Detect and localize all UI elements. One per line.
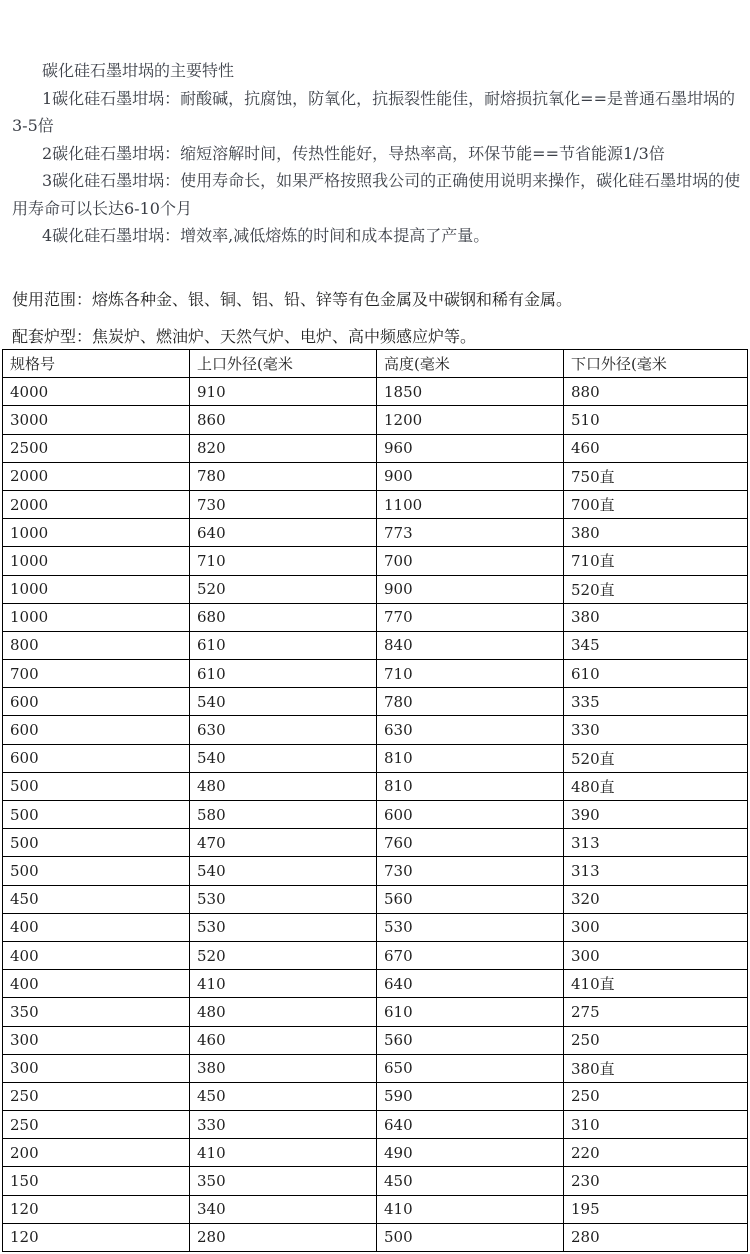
table-row bbox=[3, 970, 748, 998]
table-row bbox=[3, 941, 748, 969]
cell-bottom-diameter: 520直 bbox=[564, 744, 748, 772]
cell-height: 700 bbox=[377, 547, 564, 575]
cell-spec-number: 600 bbox=[3, 744, 190, 772]
cell-height: 640 bbox=[377, 1111, 564, 1139]
cell-top-diameter: 330 bbox=[190, 1111, 377, 1139]
cell-spec-number: 2500 bbox=[3, 434, 190, 462]
cell-height: 610 bbox=[377, 998, 564, 1026]
table-row bbox=[3, 519, 748, 547]
spec-table bbox=[2, 349, 748, 1252]
cell-spec-number: 4000 bbox=[3, 378, 190, 406]
cell-height: 650 bbox=[377, 1054, 564, 1082]
table-row bbox=[3, 801, 748, 829]
cell-height: 900 bbox=[377, 575, 564, 603]
cell-bottom-diameter: 510 bbox=[564, 406, 748, 434]
cell-height: 500 bbox=[377, 1223, 564, 1251]
table-row bbox=[3, 434, 748, 462]
table-row bbox=[3, 575, 748, 603]
cell-height: 530 bbox=[377, 913, 564, 941]
cell-top-diameter: 710 bbox=[190, 547, 377, 575]
cell-spec-number: 200 bbox=[3, 1139, 190, 1167]
cell-bottom-diameter: 300 bbox=[564, 913, 748, 941]
table-row bbox=[3, 490, 748, 518]
cell-height: 600 bbox=[377, 801, 564, 829]
cell-bottom-diameter: 230 bbox=[564, 1167, 748, 1195]
table-row bbox=[3, 547, 748, 575]
cell-bottom-diameter: 310 bbox=[564, 1111, 748, 1139]
cell-spec-number: 600 bbox=[3, 688, 190, 716]
cell-bottom-diameter: 320 bbox=[564, 885, 748, 913]
table-row bbox=[3, 631, 748, 659]
cell-height: 640 bbox=[377, 970, 564, 998]
crucible-features-section bbox=[12, 57, 742, 250]
cell-spec-number: 400 bbox=[3, 941, 190, 969]
cell-height: 410 bbox=[377, 1195, 564, 1223]
cell-top-diameter: 580 bbox=[190, 801, 377, 829]
cell-bottom-diameter: 275 bbox=[564, 998, 748, 1026]
cell-spec-number: 450 bbox=[3, 885, 190, 913]
cell-spec-number: 120 bbox=[3, 1195, 190, 1223]
cell-spec-number: 1000 bbox=[3, 547, 190, 575]
feature-point-1: 1碳化硅石墨坩埚：耐酸碱，抗腐蚀，防氧化，抗振裂性能佳，耐熔损抗氧化==是普通石墨坩埚的3-5倍 bbox=[12, 88, 735, 135]
cell-spec-number: 120 bbox=[3, 1223, 190, 1251]
cell-bottom-diameter: 195 bbox=[564, 1195, 748, 1223]
cell-spec-number: 250 bbox=[3, 1111, 190, 1139]
cell-spec-number: 300 bbox=[3, 1026, 190, 1054]
cell-top-diameter: 340 bbox=[190, 1195, 377, 1223]
furnace-types-text: 配套炉型：焦炭炉、燃油炉、天然气炉、电炉、高中频感应炉等。 bbox=[12, 327, 477, 346]
cell-height: 960 bbox=[377, 434, 564, 462]
cell-bottom-diameter: 750直 bbox=[564, 462, 748, 490]
cell-top-diameter: 530 bbox=[190, 885, 377, 913]
cell-top-diameter: 280 bbox=[190, 1223, 377, 1251]
cell-bottom-diameter: 610 bbox=[564, 660, 748, 688]
features-heading: 碳化硅石墨坩埚的主要特性 bbox=[42, 61, 235, 80]
cell-height: 1100 bbox=[377, 490, 564, 518]
cell-bottom-diameter: 480直 bbox=[564, 772, 748, 800]
table-row bbox=[3, 744, 748, 772]
cell-height: 450 bbox=[377, 1167, 564, 1195]
cell-spec-number: 3000 bbox=[3, 406, 190, 434]
cell-top-diameter: 680 bbox=[190, 603, 377, 631]
table-header-row bbox=[3, 350, 748, 378]
table-row bbox=[3, 829, 748, 857]
cell-spec-number: 2000 bbox=[3, 490, 190, 518]
table-row bbox=[3, 1139, 748, 1167]
cell-spec-number: 500 bbox=[3, 857, 190, 885]
cell-spec-number: 350 bbox=[3, 998, 190, 1026]
cell-top-diameter: 540 bbox=[190, 688, 377, 716]
cell-bottom-diameter: 250 bbox=[564, 1082, 748, 1110]
cell-height: 1200 bbox=[377, 406, 564, 434]
cell-spec-number: 600 bbox=[3, 716, 190, 744]
cell-spec-number: 1000 bbox=[3, 519, 190, 547]
cell-spec-number: 250 bbox=[3, 1082, 190, 1110]
cell-top-diameter: 470 bbox=[190, 829, 377, 857]
table-row bbox=[3, 1082, 748, 1110]
cell-height: 780 bbox=[377, 688, 564, 716]
cell-top-diameter: 640 bbox=[190, 519, 377, 547]
cell-bottom-diameter: 710直 bbox=[564, 547, 748, 575]
cell-bottom-diameter: 345 bbox=[564, 631, 748, 659]
cell-height: 1850 bbox=[377, 378, 564, 406]
cell-spec-number: 500 bbox=[3, 801, 190, 829]
table-row bbox=[3, 913, 748, 941]
header-height: 高度(毫米 bbox=[377, 350, 564, 378]
cell-top-diameter: 460 bbox=[190, 1026, 377, 1054]
cell-bottom-diameter: 313 bbox=[564, 857, 748, 885]
cell-bottom-diameter: 700直 bbox=[564, 490, 748, 518]
cell-top-diameter: 730 bbox=[190, 490, 377, 518]
table-row bbox=[3, 772, 748, 800]
feature-point-3: 3碳化硅石墨坩埚：使用寿命长，如果严格按照我公司的正确使用说明来操作，碳化硅石墨坩埚的使用寿命可以长达6-10个月 bbox=[12, 171, 741, 218]
cell-top-diameter: 610 bbox=[190, 660, 377, 688]
table-row bbox=[3, 1026, 748, 1054]
cell-top-diameter: 520 bbox=[190, 941, 377, 969]
table-row bbox=[3, 462, 748, 490]
table-row bbox=[3, 1167, 748, 1195]
cell-top-diameter: 780 bbox=[190, 462, 377, 490]
cell-top-diameter: 410 bbox=[190, 1139, 377, 1167]
table-row bbox=[3, 716, 748, 744]
cell-top-diameter: 540 bbox=[190, 744, 377, 772]
table-row bbox=[3, 885, 748, 913]
cell-bottom-diameter: 250 bbox=[564, 1026, 748, 1054]
cell-height: 670 bbox=[377, 941, 564, 969]
cell-height: 770 bbox=[377, 603, 564, 631]
cell-bottom-diameter: 390 bbox=[564, 801, 748, 829]
cell-top-diameter: 540 bbox=[190, 857, 377, 885]
table-row bbox=[3, 603, 748, 631]
table-row bbox=[3, 378, 748, 406]
cell-bottom-diameter: 335 bbox=[564, 688, 748, 716]
cell-top-diameter: 480 bbox=[190, 772, 377, 800]
cell-spec-number: 700 bbox=[3, 660, 190, 688]
cell-top-diameter: 480 bbox=[190, 998, 377, 1026]
cell-top-diameter: 630 bbox=[190, 716, 377, 744]
cell-bottom-diameter: 520直 bbox=[564, 575, 748, 603]
cell-height: 560 bbox=[377, 1026, 564, 1054]
usage-scope-text: 使用范围：熔炼各种金、银、铜、铝、铅、锌等有色金属及中碳钢和稀有金属。 bbox=[12, 290, 573, 309]
cell-top-diameter: 610 bbox=[190, 631, 377, 659]
table-row bbox=[3, 688, 748, 716]
cell-bottom-diameter: 380 bbox=[564, 519, 748, 547]
cell-top-diameter: 410 bbox=[190, 970, 377, 998]
cell-spec-number: 1000 bbox=[3, 575, 190, 603]
header-bottom-diameter: 下口外径(毫米 bbox=[564, 350, 748, 378]
cell-top-diameter: 520 bbox=[190, 575, 377, 603]
spec-table-body bbox=[3, 350, 748, 1252]
table-row bbox=[3, 1195, 748, 1223]
cell-bottom-diameter: 280 bbox=[564, 1223, 748, 1251]
table-row bbox=[3, 406, 748, 434]
cell-height: 810 bbox=[377, 772, 564, 800]
cell-spec-number: 150 bbox=[3, 1167, 190, 1195]
cell-bottom-diameter: 460 bbox=[564, 434, 748, 462]
cell-bottom-diameter: 880 bbox=[564, 378, 748, 406]
cell-spec-number: 300 bbox=[3, 1054, 190, 1082]
cell-height: 490 bbox=[377, 1139, 564, 1167]
cell-spec-number: 400 bbox=[3, 970, 190, 998]
cell-spec-number: 500 bbox=[3, 829, 190, 857]
cell-top-diameter: 910 bbox=[190, 378, 377, 406]
table-row bbox=[3, 1223, 748, 1251]
table-row bbox=[3, 1111, 748, 1139]
cell-height: 810 bbox=[377, 744, 564, 772]
cell-bottom-diameter: 220 bbox=[564, 1139, 748, 1167]
cell-height: 710 bbox=[377, 660, 564, 688]
table-row bbox=[3, 1054, 748, 1082]
cell-spec-number: 1000 bbox=[3, 603, 190, 631]
cell-height: 560 bbox=[377, 885, 564, 913]
cell-spec-number: 400 bbox=[3, 913, 190, 941]
table-row bbox=[3, 857, 748, 885]
cell-spec-number: 2000 bbox=[3, 462, 190, 490]
cell-bottom-diameter: 300 bbox=[564, 941, 748, 969]
cell-bottom-diameter: 313 bbox=[564, 829, 748, 857]
cell-top-diameter: 860 bbox=[190, 406, 377, 434]
cell-height: 900 bbox=[377, 462, 564, 490]
feature-point-4: 4碳化硅石墨坩埚：增效率,减低熔炼的时间和成本提高了产量。 bbox=[42, 226, 490, 245]
table-row bbox=[3, 998, 748, 1026]
cell-height: 630 bbox=[377, 716, 564, 744]
cell-spec-number: 800 bbox=[3, 631, 190, 659]
cell-height: 730 bbox=[377, 857, 564, 885]
cell-bottom-diameter: 380直 bbox=[564, 1054, 748, 1082]
cell-height: 760 bbox=[377, 829, 564, 857]
feature-point-2: 2碳化硅石墨坩埚：缩短溶解时间，传热性能好，导热率高，环保节能==节省能源1/3倍 bbox=[42, 143, 665, 163]
cell-top-diameter: 380 bbox=[190, 1054, 377, 1082]
cell-bottom-diameter: 380 bbox=[564, 603, 748, 631]
header-spec-number: 规格号 bbox=[3, 350, 190, 378]
cell-height: 840 bbox=[377, 631, 564, 659]
cell-height: 590 bbox=[377, 1082, 564, 1110]
cell-bottom-diameter: 410直 bbox=[564, 970, 748, 998]
cell-spec-number: 500 bbox=[3, 772, 190, 800]
cell-height: 773 bbox=[377, 519, 564, 547]
cell-top-diameter: 350 bbox=[190, 1167, 377, 1195]
cell-bottom-diameter: 330 bbox=[564, 716, 748, 744]
table-row bbox=[3, 660, 748, 688]
cell-top-diameter: 530 bbox=[190, 913, 377, 941]
cell-top-diameter: 820 bbox=[190, 434, 377, 462]
header-top-diameter: 上口外径(毫米 bbox=[190, 350, 377, 378]
cell-top-diameter: 450 bbox=[190, 1082, 377, 1110]
